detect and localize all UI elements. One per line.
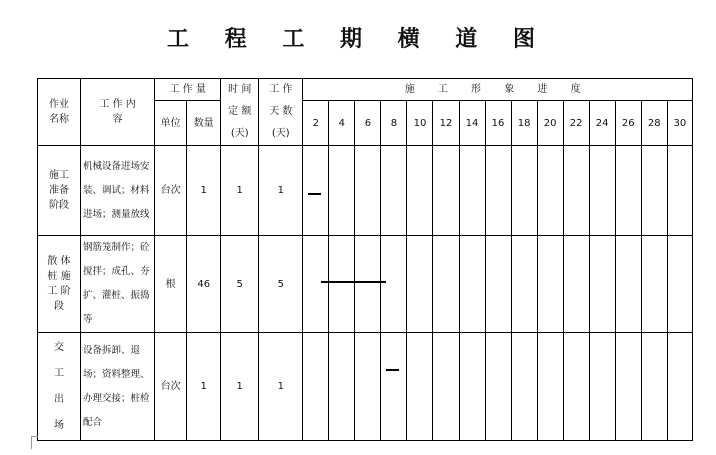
header-work-days: 工 作 天 数 (天) (259, 79, 303, 146)
header-work-content: 工 作 内 容 (81, 79, 155, 146)
row-phase: 施工准备阶段 (38, 146, 81, 236)
row-quantity: 1 (187, 333, 221, 441)
tick-label: 16 (485, 101, 511, 146)
row-quota: 5 (221, 236, 259, 333)
row-days: 1 (259, 146, 303, 236)
row-unit: 台次 (155, 146, 187, 236)
table-row (38, 146, 693, 236)
header-quantity: 数量 (187, 101, 221, 146)
table-row (38, 333, 693, 441)
table-row (38, 236, 693, 333)
row-quota: 1 (221, 333, 259, 441)
row-content: 钢筋笼制作；砼搅拌；成孔、夯扩、灌桩、振捣等 (81, 236, 155, 333)
tick-label: 26 (615, 101, 641, 146)
header-progress: 施 工 形 象 进 度 (303, 79, 693, 101)
tick-label: 4 (329, 101, 355, 146)
header-unit: 单位 (155, 101, 187, 146)
row-phase: 散 体 桩 施 工 阶段 (38, 236, 81, 333)
row-quota: 1 (221, 146, 259, 236)
page-title: 工 程 工 期 横 道 图 (167, 26, 549, 52)
tick-label: 18 (511, 101, 537, 146)
tick-label: 12 (433, 101, 459, 146)
progress-bar-prep (308, 193, 321, 195)
gantt-table (37, 78, 693, 441)
row-quantity: 46 (187, 236, 221, 333)
tick-label: 20 (537, 101, 563, 146)
header-time-quota: 时 间 定 额 (天) (221, 79, 259, 146)
header-workload: 工 作 量 (155, 79, 221, 101)
tick-label: 8 (381, 101, 407, 146)
page-corner-mark (31, 436, 38, 449)
row-content: 机械设备进场安装、调试；材料进场；测量放线 (81, 146, 155, 236)
tick-label: 6 (355, 101, 381, 146)
progress-bar-exit (386, 369, 399, 371)
row-unit: 台次 (155, 333, 187, 441)
tick-label: 30 (667, 101, 692, 146)
tick-label: 28 (641, 101, 667, 146)
tick-label: 14 (459, 101, 485, 146)
row-days: 1 (259, 333, 303, 441)
row-phase: 交 工 出 场 (38, 333, 81, 441)
row-days: 5 (259, 236, 303, 333)
tick-label: 22 (563, 101, 589, 146)
row-quantity: 1 (187, 146, 221, 236)
tick-label: 24 (589, 101, 615, 146)
tick-label: 2 (303, 101, 329, 146)
header-task-name: 作业名称 (38, 79, 81, 146)
progress-bar-piling (321, 281, 386, 283)
tick-label: 10 (407, 101, 433, 146)
row-content: 设备拆卸、退场；资料整理、办理交接；桩检配合 (81, 333, 155, 441)
row-unit: 根 (155, 236, 187, 333)
